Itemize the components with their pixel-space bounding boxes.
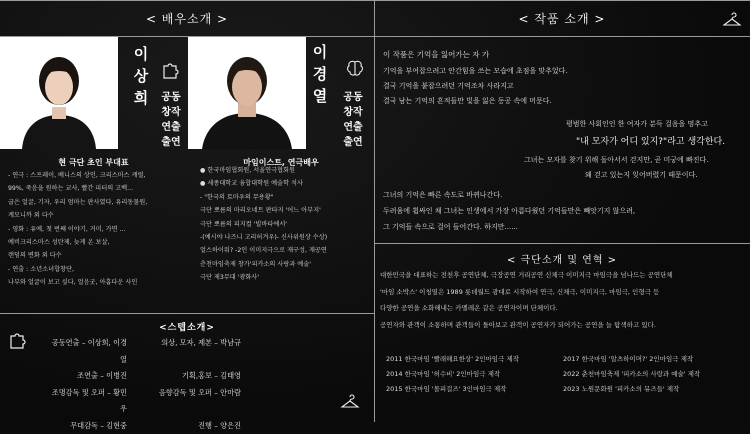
puzzle-icon — [8, 330, 28, 350]
intro-line: 공연자와 관객이 소통하며 관객들이 돌아보고 관객이 공연자가 되어가는 공연을 늘 탐색하고 있다. — [380, 317, 673, 334]
bio-line: 극단 뽀름의 마리오네트 판타지 '어느 아부지' — [200, 204, 327, 217]
actor1-label: 현 극단 초인 부대표 — [0, 157, 187, 168]
story-line: 왜 걷고 있는지 잊어버렸기 때문이다. — [585, 170, 698, 180]
story-line: 이 작품은 기억을 잃어가는 자 가 — [383, 49, 489, 60]
staff-row — [45, 335, 247, 368]
staff-credit: 기획,홍보 – 김태영 — [133, 368, 247, 385]
history-right — [563, 352, 700, 397]
history-item: 2011 한국마임 '빨래해요한상' 2인마임극 제작 — [386, 352, 519, 367]
story-quote: "내 모자가 어디 있지?"라고 생각한다. — [576, 134, 725, 147]
story-line: 그 기억들 속으로 걸어 들어간다. 하지만...... — [383, 222, 518, 232]
bio-line: - 연극 : 스프레이, 베니스의 상인, 크리스마스 캐럴, — [8, 169, 147, 182]
bio-line: - 연출 : 소년소녀합창단, — [8, 263, 147, 276]
bio-line: 계모니까 외 다수 — [8, 209, 147, 222]
actor1-role: 창작 — [151, 105, 191, 120]
staff-credits — [45, 335, 247, 434]
actor2-name-char: 이 — [309, 41, 331, 63]
staff-credit: 음향감독 및 오퍼 – 안마람 — [133, 385, 247, 418]
bio-line: 춘천마임축제 창가'피카소의 사랑과 예술' — [200, 258, 327, 271]
history-item: 2014 한국마임 '허수비' 2인마임극 제작 — [386, 367, 519, 382]
bio-line: - 영화 : 유예, 첫 번째 이야기, 거미, 가면 ... — [8, 223, 147, 236]
staff-title: <스텝소개> — [0, 320, 374, 333]
history-item: 2022 춘천마임축제 '피카소의 사랑과 예술' 제작 — [563, 367, 700, 382]
actor2-role: 연출 — [333, 120, 373, 135]
bio-line: 랜덤의 변화 외 다수 — [8, 249, 147, 262]
story-line: 결국 남는 기억의 흔적들만 빛을 잃은 동공 속에 머문다. — [383, 96, 552, 106]
actor1-role: 연출 — [151, 120, 191, 135]
intro-line: 다양한 공연을 소화해내는 카멜레온 같은 공연자이며 단체이다. — [380, 300, 673, 317]
history-item: 2023 노원문화원 '피카소의 뮤즈들' 제작 — [563, 382, 700, 397]
bio-line: 99%, 죽음을 원하는 교사, 빨간 피터의 고백... — [8, 182, 147, 195]
bio-line: -(예시야 나즈니 고리허겨우)- 신사위원상 수상) — [200, 231, 327, 244]
staff-credit: 무대감독 – 김현중 — [45, 418, 133, 434]
actor1-name-char: 이 — [130, 43, 152, 65]
story-section-title: < 작품 소개 > — [374, 10, 750, 27]
story-line: 그녀의 기억은 빠른 속도로 바뀌나간다. — [383, 190, 502, 200]
staff-credit: 공동연출 – 이상희, 이경열 — [45, 335, 133, 368]
staff-credit: 의상, 모자, 제본 – 박남규 — [133, 335, 247, 368]
actor2-role: 창작 — [333, 105, 373, 120]
hanger-icon — [340, 392, 360, 412]
actor2-name-char: 열 — [309, 85, 331, 107]
company-section-title: < 극단소개 및 연혁 > — [374, 251, 750, 266]
history-item: 2017 한국마임 '알츠하이머?' 2인마임극 제작 — [563, 352, 700, 367]
history-left — [386, 352, 519, 397]
divider-left-staff — [0, 313, 374, 314]
bio-line: ● 한국마임협회원, 서울연극협회원 — [200, 164, 327, 177]
bio-line: 극단 제3무대 '광화사' — [200, 271, 327, 284]
bio-line: - "한국의 토마우의 무용황" — [200, 191, 327, 204]
story-line: 그녀는 모자를 찾기 위해 돌아서서 걷지만, 곧 미궁에 빠진다. — [524, 155, 709, 165]
divider-right-mid — [374, 243, 750, 244]
story-line: 기억을 부여잡으려고 안간힘을 쓰는 모습에 초점을 맞추었다. — [383, 66, 568, 76]
actor1-role: 출연 — [151, 135, 191, 150]
intro-line: '마임 소박스' 이청열은 1989 롯데월드 광대로 시작하여 연극, 신체극, 이미지극, 마임극, 인형극 등 — [380, 284, 673, 301]
staff-row — [45, 385, 247, 418]
staff-credit: 조명감독 및 오퍼 – 황민우 — [45, 385, 133, 418]
actor1-name-char: 상 — [130, 65, 152, 87]
bio-line: 극단 뽀름의 피지컬 '빌바타에서' — [200, 218, 327, 231]
staff-credit: 진행 – 양은진 — [133, 418, 247, 434]
staff-credit: 조연출 – 이병진 — [45, 368, 133, 385]
intro-line: 대한민국을 대표하는 전천후 공연단체, 극장공연 거리공연 신체극 이미지극 마임극을 넘나드는 공연단체 — [380, 267, 673, 284]
story-line: 결국 기억을 붙잡으려던 기억조차 사라지고 — [383, 81, 514, 91]
actor1-role: 공동 — [151, 90, 191, 105]
actors-section-title: < 배우소개 > — [0, 10, 374, 27]
staff-row — [45, 368, 247, 385]
story-line: 두려움에 휩싸인 채 그녀는 인생에서 가장 아름다웠던 기억들만은 빼앗기지 않으려, — [383, 206, 635, 216]
bio-line: ● 세종대학교 융합대학원 예술학 석사 — [200, 177, 327, 190]
bio-line: 나부와 얼굴이 보고 싶다, 얼음굿, 아홉다운 사인 — [8, 276, 147, 289]
bio-line: 굽은 얼굴, 기자, 우리 엄마는 판사였다, 유리동물원, — [8, 196, 147, 209]
actor1-name-char: 희 — [130, 87, 152, 109]
company-intro — [380, 267, 673, 333]
story-line: 평범한 사회인인 한 여자가 분득 걸음을 멈추고 — [566, 119, 708, 129]
actor2-role: 공동 — [333, 90, 373, 105]
actor2-role: 출연 — [333, 135, 373, 150]
actor2-label: 마임이스트, 연극배우 — [188, 157, 374, 168]
bio-line: 얼스하이워? -2인 이미지극으로 재구성, 재공연 — [200, 244, 327, 257]
actor2-name-char: 경 — [309, 63, 331, 85]
bio-line: 예비크리스마스 성탄제, 늦게 온 보살, — [8, 236, 147, 249]
history-item: 2015 한국마임 '몰피걸즈' 3인마임극 제작 — [386, 382, 519, 397]
staff-row — [45, 418, 247, 434]
